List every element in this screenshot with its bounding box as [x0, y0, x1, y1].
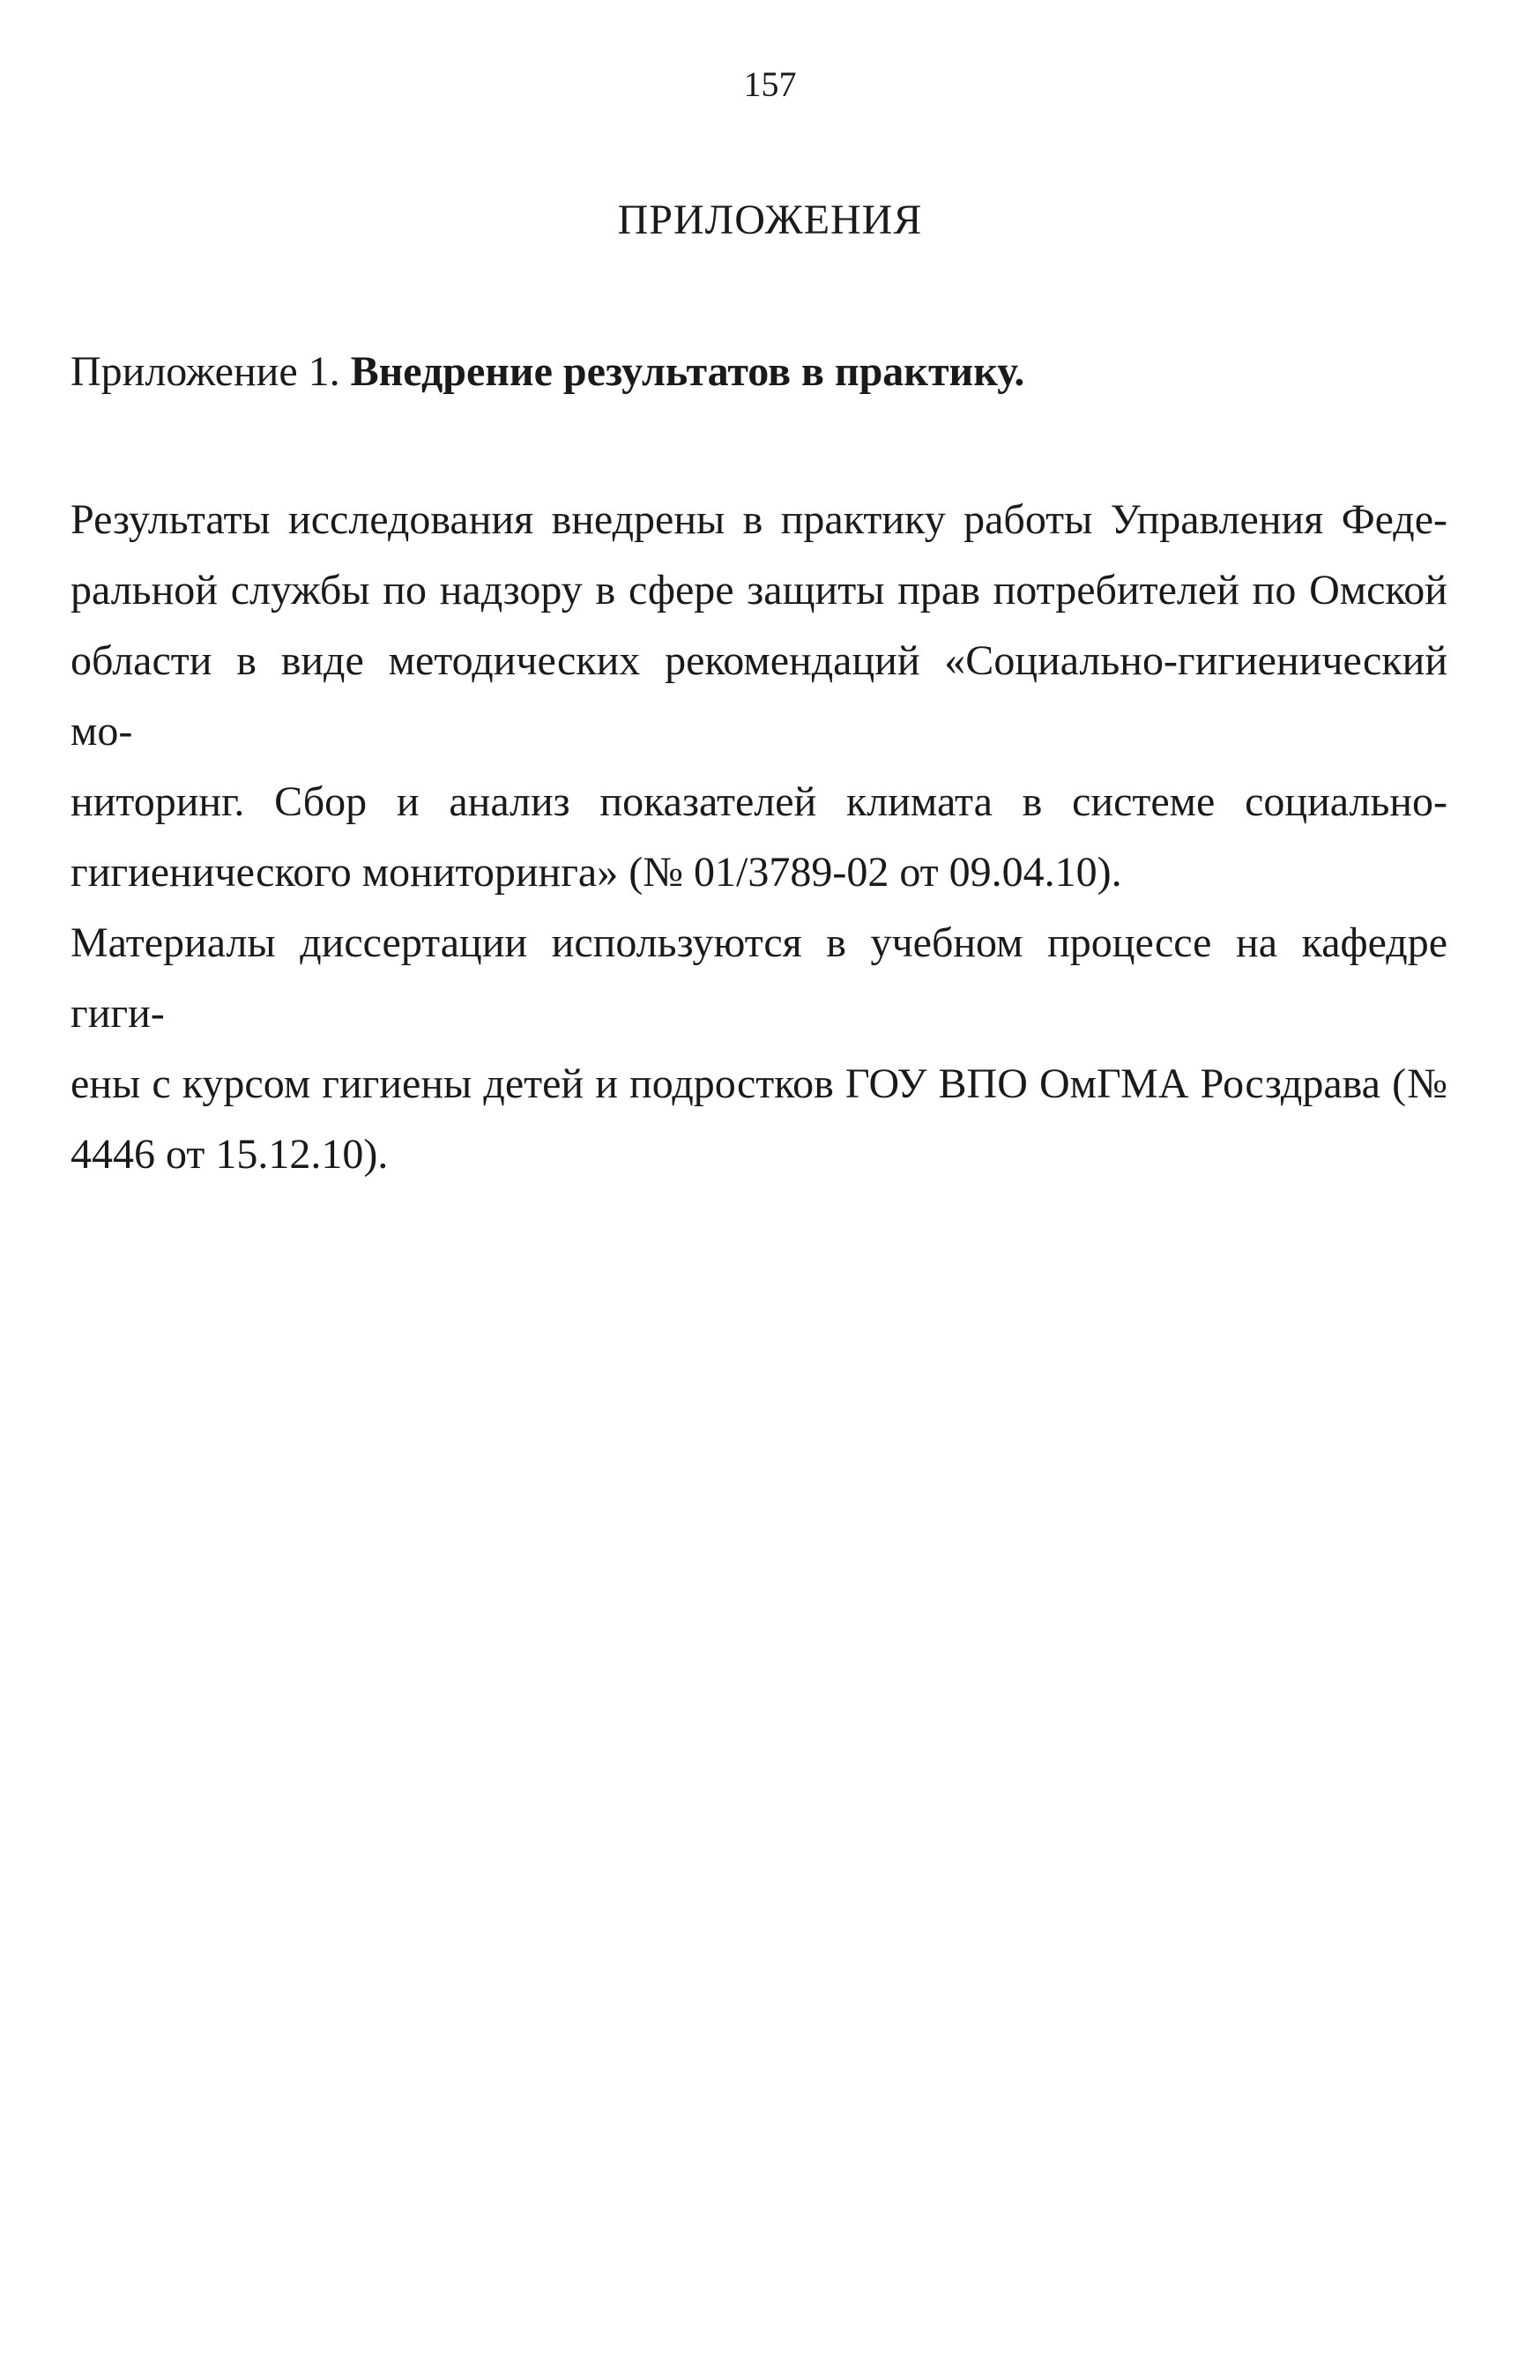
appendix-heading	[71, 346, 1446, 398]
text-line: ены с курсом гигиены детей и подростков ГОУ ВПО ОмГМА Росздрава (№	[71, 1060, 1447, 1107]
body-text	[71, 485, 1447, 1190]
text-line: Материалы диссертации используются в учебном процессе на кафедре гиги-	[71, 919, 1447, 1037]
appendix-label: Приложение 1.	[71, 348, 340, 395]
section-title: ПРИЛОЖЕНИЯ	[617, 197, 923, 243]
page-number: 157	[743, 64, 797, 104]
paragraph-implementation	[71, 485, 1447, 908]
text-line: 4446 от 15.12.10).	[71, 1131, 389, 1178]
text-line: области в виде методических рекомендаций «Социально-гигиенический мо-	[71, 637, 1447, 755]
text-line: ральной службы по надзору в сфере защиты прав потребителей по Омской	[71, 567, 1447, 614]
appendix-title: Внедрение результатов в практику.	[350, 348, 1025, 395]
text-line: Результаты исследования внедрены в практику работы Управления Феде-	[71, 496, 1447, 543]
text-line: гигиенического мониторинга» (№ 01/3789-02 от 09.04.10).	[71, 849, 1122, 896]
text-line: ниторинг. Сбор и анализ показателей климата в системе социально-	[71, 778, 1447, 825]
paragraph-teaching	[71, 908, 1447, 1190]
